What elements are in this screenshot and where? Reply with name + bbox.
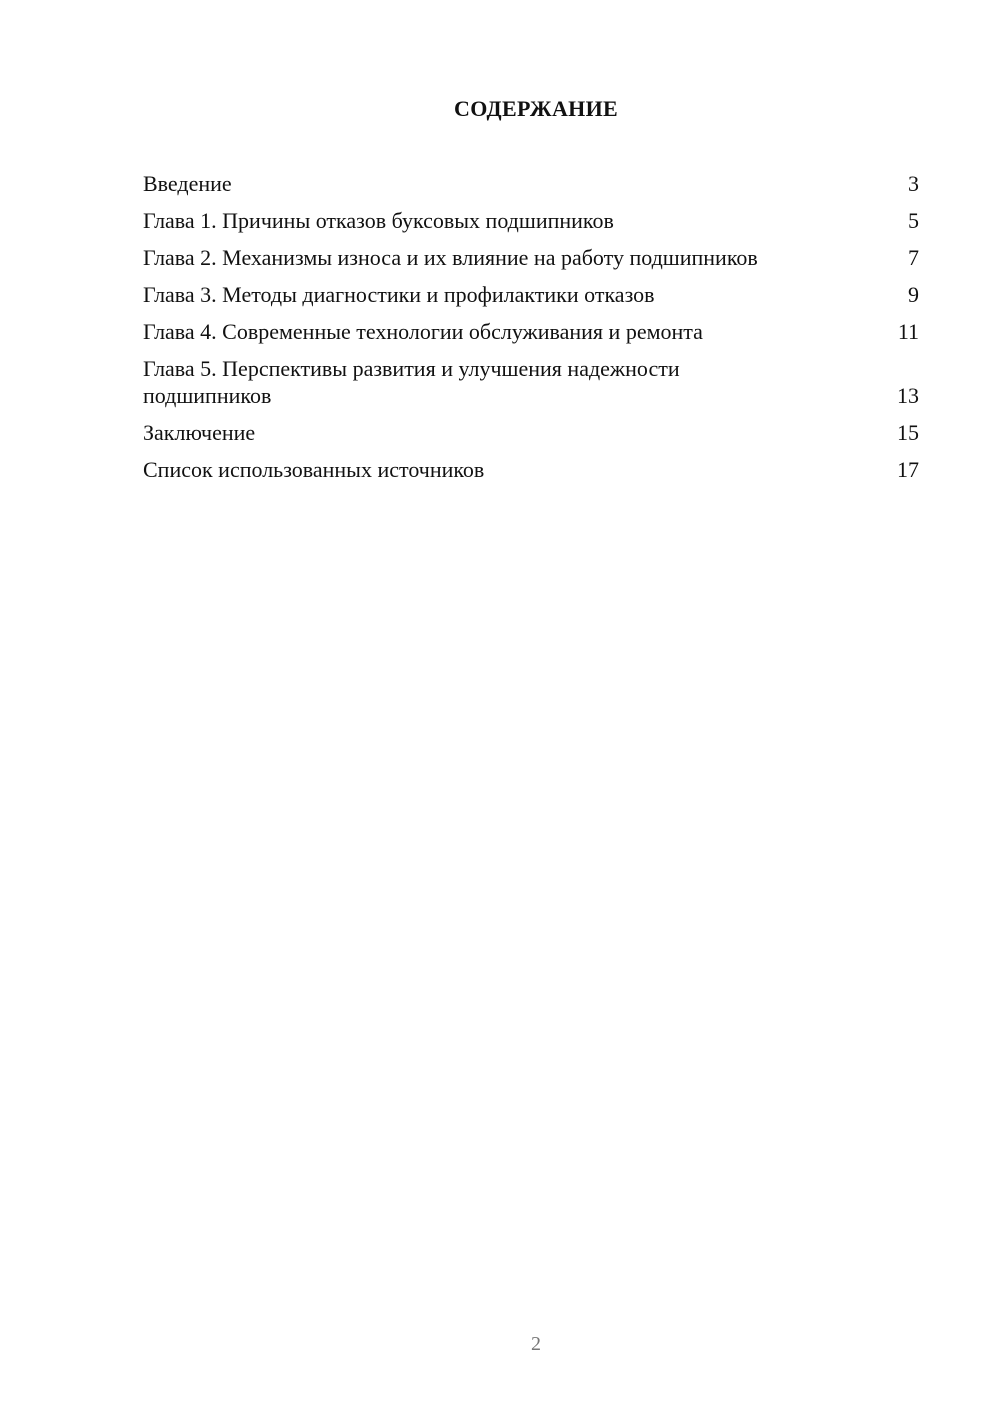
toc-entry-label: Глава 3. Методы диагностики и профилактики отказов	[143, 282, 655, 307]
page-number: 2	[531, 1333, 541, 1355]
page-title: СОДЕРЖАНИЕ	[454, 96, 618, 121]
toc-entry-label: Глава 4. Современные технологии обслуживания и ремонта	[143, 319, 703, 344]
toc-entry-page: 5	[908, 208, 919, 233]
toc-entry-chapter-1	[143, 207, 919, 234]
table-of-contents	[143, 170, 919, 493]
toc-entry-references	[143, 456, 919, 483]
toc-entry-conclusion	[143, 419, 919, 446]
toc-entry-page: 11	[897, 319, 919, 344]
toc-entry-page: 17	[897, 457, 919, 482]
toc-entry-label: Глава 2. Механизмы износа и их влияние на работу подшипников	[143, 245, 758, 270]
toc-entry-label: Заключение	[143, 420, 256, 445]
toc-entry-chapter-5	[143, 355, 919, 409]
toc-entry-page: 3	[908, 171, 919, 196]
toc-entry-page: 13	[897, 383, 919, 408]
toc-entry-label: Глава 1. Причины отказов буксовых подшипников	[143, 208, 614, 233]
toc-entry-label: Введение	[143, 171, 232, 196]
toc-entry-page: 15	[897, 420, 919, 445]
toc-entry-chapter-3	[143, 281, 919, 308]
toc-entry-label: Список использованных источников	[143, 457, 485, 482]
toc-entry-chapter-4	[143, 318, 919, 345]
toc-entry-page: 7	[908, 245, 919, 270]
toc-entry-label: Глава 5. Перспективы развития и улучшения надежности подшипников	[143, 356, 680, 408]
toc-entry-introduction	[143, 170, 919, 197]
toc-entry-page: 9	[908, 282, 919, 307]
toc-entry-chapter-2	[143, 244, 919, 271]
